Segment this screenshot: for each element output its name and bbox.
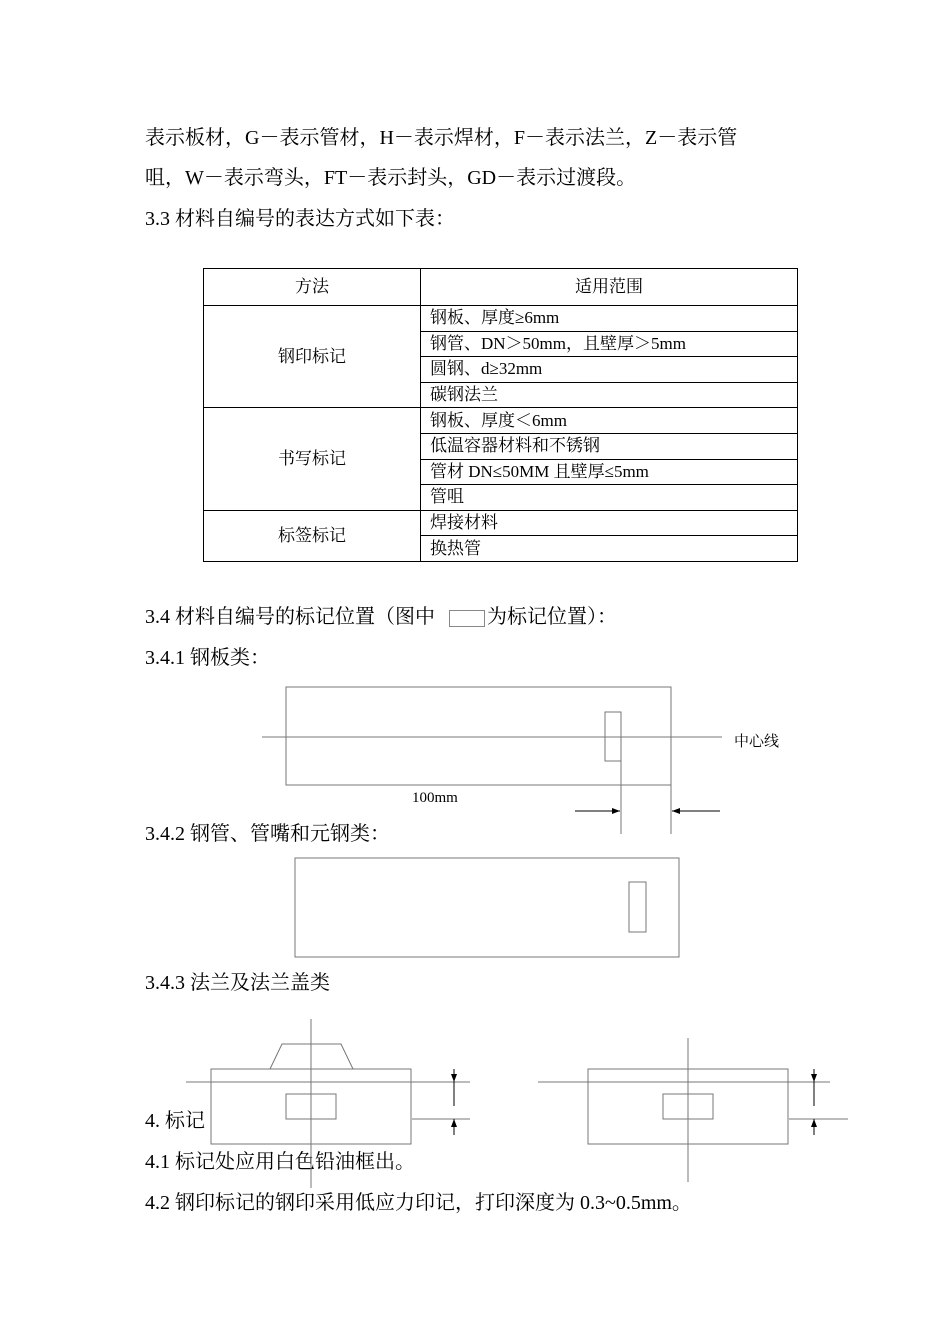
section-3-3-heading: 3.3 材料自编号的表达方式如下表： [145,208,455,230]
section-3-4-1-heading: 3.4.1 钢板类： [145,647,270,669]
section-3-4-3-heading: 3.4.3 法兰及法兰盖类 [145,972,330,994]
dimension-label: 100mm [412,790,458,806]
header-method: 方法 [204,269,421,306]
paragraph-material-codes-1: 表示板材，G－表示管材，H－表示焊材，F－表示法兰，Z－表示管 [145,127,738,149]
plate-outline [286,687,671,785]
scope-cell: 钢板、厚度＜6mm [421,408,798,434]
method-cell: 标签标记 [204,510,421,561]
scope-cell: 管材 DN≤50MM 且壁厚≤5mm [421,459,798,485]
section-4-2: 4.2 钢印标记的钢印采用低应力印记，打印深度为 0.3~0.5mm。 [145,1192,692,1214]
scope-cell: 钢板、厚度≥6mm [421,306,798,332]
pipe-mark-box [629,882,646,932]
section-4-1: 4.1 标记处应用白色铅油框出。 [145,1151,415,1173]
figure-steel-pipe [295,858,679,957]
section-3-4-text-after: 为标记位置）： [487,606,617,628]
scope-cell: 换热管 [421,536,798,562]
section-3-4-2-heading: 3.4.2 钢管、管嘴和元钢类： [145,823,390,845]
scope-cell: 圆钢、d≥32mm [421,357,798,383]
header-scope: 适用范围 [421,269,798,306]
figure-flange [186,1019,470,1188]
scope-cell: 碳钢法兰 [421,382,798,408]
figure-flange-cover [538,1038,848,1182]
scope-cell: 低温容器材料和不锈钢 [421,433,798,459]
scope-cell: 管咀 [421,485,798,511]
pipe-outline [295,858,679,957]
figure-steel-plate [262,687,722,834]
paragraph-material-codes-2: 咀，W－表示弯头，FT－表示封头，GD－表示过渡段。 [145,167,637,189]
centerline-label: 中心线 [734,734,780,750]
scope-cell: 钢管、DN＞50mm，且壁厚＞5mm [421,331,798,357]
scope-cell: 焊接材料 [421,510,798,536]
method-cell: 书写标记 [204,408,421,510]
section-4-heading: 4. 标记 [145,1110,205,1132]
method-cell: 钢印标记 [204,306,421,408]
section-3-4-text-before: 3.4 材料自编号的标记位置（图中 [145,606,435,628]
